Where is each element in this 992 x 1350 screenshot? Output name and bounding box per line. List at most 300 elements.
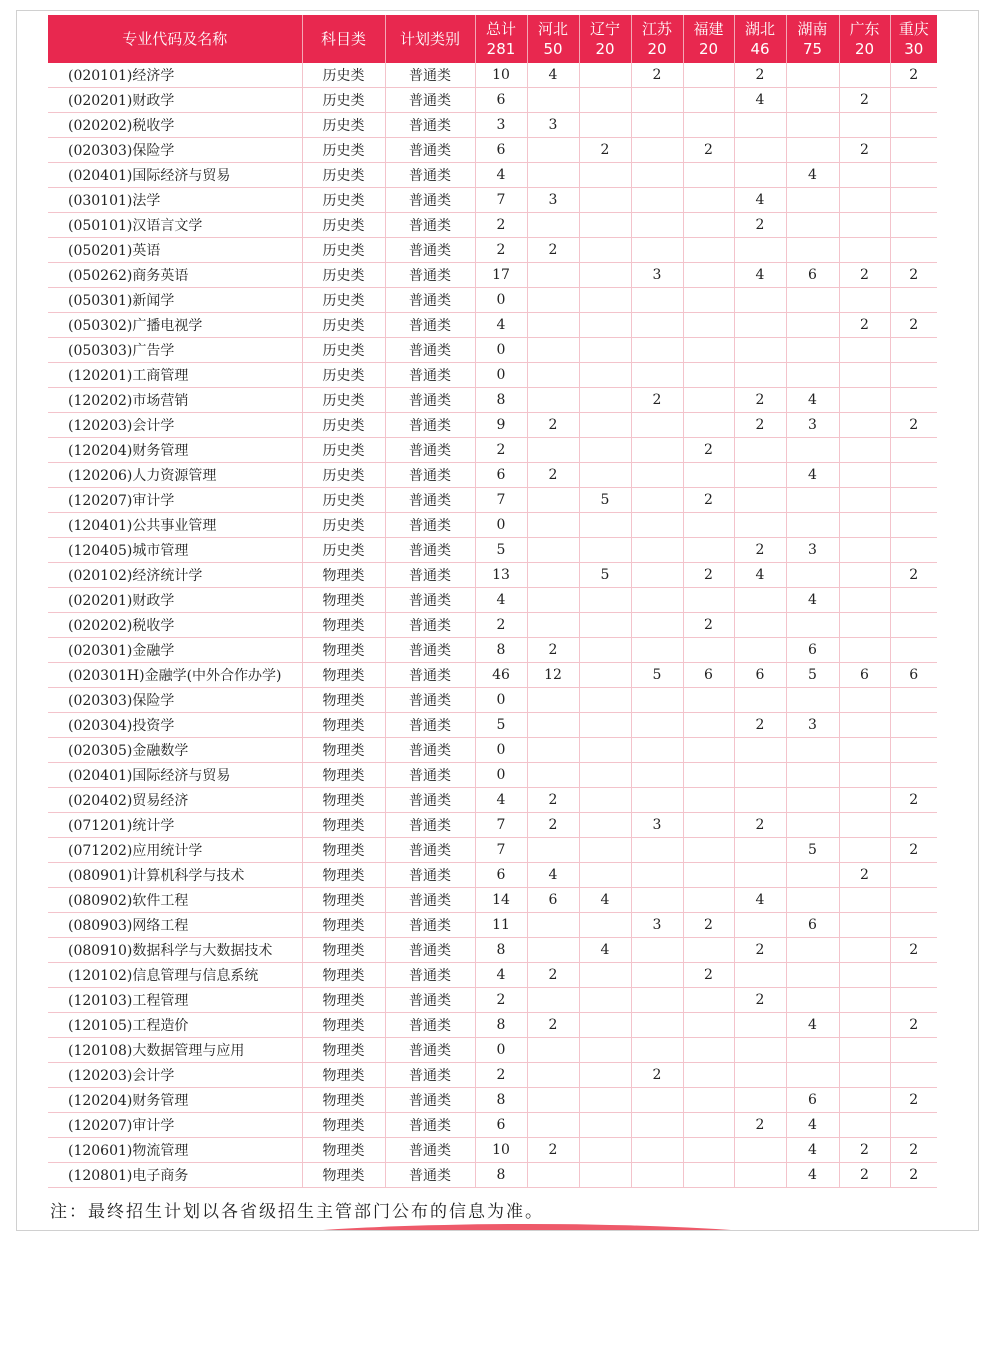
table-row — [48, 163, 937, 188]
table-row — [48, 363, 937, 388]
plan-type-cell: 普通类 — [385, 213, 475, 238]
province-count-cell: 4 — [527, 863, 579, 888]
province-count-cell: 4 — [579, 938, 631, 963]
subject-cell: 物理类 — [302, 788, 385, 813]
province-count-cell — [786, 613, 839, 638]
province-count-cell — [631, 88, 683, 113]
province-count-cell — [839, 613, 890, 638]
province-count-cell: 2 — [527, 238, 579, 263]
subject-cell: 物理类 — [302, 938, 385, 963]
total-cell: 2 — [475, 213, 527, 238]
plan-type-cell: 普通类 — [385, 938, 475, 963]
province-count-cell — [786, 863, 839, 888]
province-count-cell — [734, 1163, 786, 1188]
plan-type-cell: 普通类 — [385, 1063, 475, 1088]
province-count-cell — [839, 963, 890, 988]
header-province — [890, 15, 937, 63]
major-name-cell: (071201)统计学 — [48, 813, 302, 838]
province-count-cell — [579, 363, 631, 388]
plan-type-cell: 普通类 — [385, 413, 475, 438]
province-count: 20 — [647, 40, 667, 58]
province-count-cell — [890, 963, 937, 988]
plan-type-cell: 普通类 — [385, 438, 475, 463]
plan-type-cell: 普通类 — [385, 1138, 475, 1163]
province-count-cell — [631, 163, 683, 188]
subject-cell: 物理类 — [302, 888, 385, 913]
province-count-cell — [579, 413, 631, 438]
province-count-cell — [631, 338, 683, 363]
table-row — [48, 1138, 937, 1163]
province-count-cell — [786, 988, 839, 1013]
province-count-cell — [527, 88, 579, 113]
plan-type-cell: 普通类 — [385, 563, 475, 588]
province-count-cell — [579, 288, 631, 313]
province-count-cell — [527, 538, 579, 563]
province-count-cell — [734, 913, 786, 938]
total-cell: 8 — [475, 1088, 527, 1113]
major-name-cell: (020301)金融学 — [48, 638, 302, 663]
province-count-cell — [527, 763, 579, 788]
table-row — [48, 463, 937, 488]
major-name-cell: (120203)会计学 — [48, 413, 302, 438]
subject-cell: 历史类 — [302, 63, 385, 88]
province-count-cell: 6 — [786, 638, 839, 663]
province-count-cell — [527, 488, 579, 513]
province-count: 30 — [904, 40, 924, 58]
major-name-cell: (120102)信息管理与信息系统 — [48, 963, 302, 988]
province-count-cell — [683, 763, 734, 788]
province-count-cell — [683, 213, 734, 238]
province-count-cell — [631, 113, 683, 138]
plan-type-cell: 普通类 — [385, 288, 475, 313]
major-name-cell: (020201)财政学 — [48, 588, 302, 613]
major-name-cell: (050303)广告学 — [48, 338, 302, 363]
province-count-cell — [683, 838, 734, 863]
total-cell: 2 — [475, 613, 527, 638]
province-count-cell — [786, 338, 839, 363]
province-count-cell — [786, 813, 839, 838]
province-count-cell — [631, 1088, 683, 1113]
province-count-cell — [890, 213, 937, 238]
province-count-cell — [631, 563, 683, 588]
province-count-cell: 2 — [734, 413, 786, 438]
province-count-cell — [631, 1163, 683, 1188]
province-count-cell — [631, 863, 683, 888]
province-count-cell — [786, 238, 839, 263]
province-count-cell — [734, 238, 786, 263]
total-cell: 4 — [475, 963, 527, 988]
province-count-cell — [579, 88, 631, 113]
province-count-cell — [683, 938, 734, 963]
province-count-cell: 5 — [786, 838, 839, 863]
province-count-cell — [734, 163, 786, 188]
plan-type-cell: 普通类 — [385, 638, 475, 663]
major-name-cell: (120103)工程管理 — [48, 988, 302, 1013]
province-count-cell — [786, 488, 839, 513]
province-count-cell — [839, 988, 890, 1013]
major-name-cell: (120601)物流管理 — [48, 1138, 302, 1163]
table-row — [48, 63, 937, 88]
total-cell: 9 — [475, 413, 527, 438]
header-province — [631, 15, 683, 63]
subject-cell: 历史类 — [302, 213, 385, 238]
subject-cell: 历史类 — [302, 238, 385, 263]
subject-cell: 历史类 — [302, 338, 385, 363]
total-cell: 8 — [475, 638, 527, 663]
province-count-cell — [527, 388, 579, 413]
province-count-cell: 2 — [734, 388, 786, 413]
province-count-cell: 2 — [734, 938, 786, 963]
subject-cell: 物理类 — [302, 913, 385, 938]
province-count-cell — [579, 1088, 631, 1113]
subject-cell: 物理类 — [302, 813, 385, 838]
subject-cell: 历史类 — [302, 288, 385, 313]
province-count-cell — [527, 738, 579, 763]
subject-cell: 物理类 — [302, 1113, 385, 1138]
province-count-cell — [579, 263, 631, 288]
subject-cell: 物理类 — [302, 963, 385, 988]
province-count-cell — [683, 388, 734, 413]
province-count-cell — [839, 938, 890, 963]
province-count-cell: 4 — [786, 163, 839, 188]
table-row — [48, 413, 937, 438]
plan-type-cell: 普通类 — [385, 1088, 475, 1113]
header-total-label: 总计 — [485, 20, 516, 38]
table-row — [48, 538, 937, 563]
subject-cell: 物理类 — [302, 763, 385, 788]
province-count-cell — [527, 838, 579, 863]
province-count-cell — [683, 363, 734, 388]
province-count-cell — [890, 238, 937, 263]
province-count: 20 — [854, 40, 875, 58]
province-count-cell — [579, 1113, 631, 1138]
province-count-cell — [683, 1063, 734, 1088]
table-row — [48, 188, 937, 213]
province-count-cell: 2 — [890, 563, 937, 588]
plan-type-cell: 普通类 — [385, 988, 475, 1013]
table-row — [48, 1013, 937, 1038]
province-count-cell: 2 — [890, 1013, 937, 1038]
plan-type-cell: 普通类 — [385, 388, 475, 413]
total-cell: 2 — [475, 238, 527, 263]
province-count-cell — [786, 363, 839, 388]
province-count-cell — [579, 388, 631, 413]
major-name-cell: (020401)国际经济与贸易 — [48, 163, 302, 188]
major-name-cell: (020301H)金融学(中外合作办学) — [48, 663, 302, 688]
table-row — [48, 138, 937, 163]
plan-type-cell: 普通类 — [385, 513, 475, 538]
province-count-cell — [786, 63, 839, 88]
province-count-cell: 2 — [683, 138, 734, 163]
province-count-cell: 3 — [786, 538, 839, 563]
province-count-cell — [579, 738, 631, 763]
province-count-cell — [631, 638, 683, 663]
province-count-cell — [839, 1013, 890, 1038]
province-count-cell — [890, 438, 937, 463]
province-count-cell: 3 — [527, 113, 579, 138]
province-count-cell: 6 — [786, 263, 839, 288]
province-count-cell — [734, 1138, 786, 1163]
total-cell: 5 — [475, 713, 527, 738]
plan-type-cell: 普通类 — [385, 838, 475, 863]
province-count-cell — [631, 838, 683, 863]
province-count-cell: 2 — [839, 1138, 890, 1163]
province-count-cell: 4 — [786, 1013, 839, 1038]
province-count-cell: 6 — [734, 663, 786, 688]
province-count-cell: 2 — [890, 1138, 937, 1163]
province-count-cell: 2 — [683, 488, 734, 513]
province-count-cell: 6 — [839, 663, 890, 688]
table-row — [48, 488, 937, 513]
table-row — [48, 788, 937, 813]
province-count-cell — [683, 638, 734, 663]
plan-type-cell: 普通类 — [385, 338, 475, 363]
province-count-cell — [786, 88, 839, 113]
province-count-cell — [839, 1038, 890, 1063]
province-count-cell — [631, 613, 683, 638]
province-count-cell: 2 — [734, 1113, 786, 1138]
province-count-cell — [839, 388, 890, 413]
province-count-cell — [890, 688, 937, 713]
table-row — [48, 988, 937, 1013]
major-name-cell: (120201)工商管理 — [48, 363, 302, 388]
province-count-cell — [839, 588, 890, 613]
province-count-cell — [579, 863, 631, 888]
province-count-cell — [631, 313, 683, 338]
province-count-cell — [890, 863, 937, 888]
footer-note: 注：最终招生计划以各省级招生主管部门公布的信息为准。 — [50, 1202, 544, 1222]
province-count-cell — [527, 688, 579, 713]
total-cell: 10 — [475, 63, 527, 88]
province-count-cell — [631, 538, 683, 563]
province-count-cell — [786, 738, 839, 763]
province-count-cell — [579, 1013, 631, 1038]
province-count-cell — [683, 788, 734, 813]
province-count-cell: 2 — [890, 938, 937, 963]
province-count-cell — [579, 163, 631, 188]
province-count-cell — [734, 838, 786, 863]
province-count-cell: 4 — [786, 1163, 839, 1188]
province-count-cell — [527, 938, 579, 963]
total-cell: 8 — [475, 938, 527, 963]
province-count-cell — [786, 963, 839, 988]
province-count-cell — [579, 713, 631, 738]
header-province — [734, 15, 786, 63]
major-name-cell: (120204)财务管理 — [48, 438, 302, 463]
province-count-cell — [734, 963, 786, 988]
province-count-cell — [631, 713, 683, 738]
province-count-cell: 4 — [527, 63, 579, 88]
province-count-cell — [839, 63, 890, 88]
province-count-cell — [734, 463, 786, 488]
province-count-cell — [579, 113, 631, 138]
province-count-cell: 4 — [734, 88, 786, 113]
province-count-cell: 2 — [890, 1163, 937, 1188]
subject-cell: 物理类 — [302, 863, 385, 888]
province-count-cell: 2 — [734, 538, 786, 563]
province-count-cell — [527, 213, 579, 238]
subject-cell: 物理类 — [302, 688, 385, 713]
province-count-cell — [839, 713, 890, 738]
province-count-cell: 2 — [683, 913, 734, 938]
plan-type-cell: 普通类 — [385, 813, 475, 838]
province-count-cell: 2 — [631, 63, 683, 88]
province-count-cell — [579, 588, 631, 613]
province-count-cell: 6 — [527, 888, 579, 913]
table-row — [48, 1038, 937, 1063]
province-count-cell — [890, 513, 937, 538]
province-count-cell — [786, 938, 839, 963]
province-count-cell — [786, 213, 839, 238]
total-cell: 8 — [475, 1163, 527, 1188]
province-count-cell: 2 — [839, 138, 890, 163]
province-count-cell — [683, 863, 734, 888]
province-count-cell: 2 — [839, 88, 890, 113]
province-count-cell — [631, 438, 683, 463]
table-row — [48, 863, 937, 888]
province-count-cell — [734, 1013, 786, 1038]
table-row — [48, 113, 937, 138]
province-count-cell — [579, 688, 631, 713]
province-count-cell — [579, 1063, 631, 1088]
province-count-cell — [734, 638, 786, 663]
province-name: 江苏 — [641, 20, 672, 38]
total-cell: 4 — [475, 163, 527, 188]
province-count-cell — [631, 513, 683, 538]
province-count-cell — [734, 313, 786, 338]
province-count-cell: 6 — [890, 663, 937, 688]
plan-type-cell: 普通类 — [385, 963, 475, 988]
province-count-cell: 2 — [890, 413, 937, 438]
province-count-cell — [683, 713, 734, 738]
subject-cell: 历史类 — [302, 163, 385, 188]
total-cell: 0 — [475, 288, 527, 313]
province-count-cell — [579, 438, 631, 463]
province-count-cell — [839, 413, 890, 438]
total-cell: 0 — [475, 363, 527, 388]
subject-cell: 物理类 — [302, 613, 385, 638]
province-count-cell: 4 — [786, 1138, 839, 1163]
table-row — [48, 913, 937, 938]
province-count-cell — [579, 63, 631, 88]
subject-cell: 物理类 — [302, 1063, 385, 1088]
subject-cell: 历史类 — [302, 413, 385, 438]
province-count-cell — [734, 338, 786, 363]
major-name-cell: (020304)投资学 — [48, 713, 302, 738]
province-count-cell — [734, 688, 786, 713]
province-count-cell: 3 — [631, 913, 683, 938]
major-name-cell: (120204)财务管理 — [48, 1088, 302, 1113]
province-count-cell — [631, 488, 683, 513]
major-name-cell: (120202)市场营销 — [48, 388, 302, 413]
province-count-cell: 2 — [839, 1163, 890, 1188]
province-count-cell — [579, 663, 631, 688]
major-name-cell: (120203)会计学 — [48, 1063, 302, 1088]
plan-type-cell: 普通类 — [385, 238, 475, 263]
province-count-cell: 2 — [527, 813, 579, 838]
province-count-cell: 4 — [734, 188, 786, 213]
province-count-cell — [683, 738, 734, 763]
plan-type-cell: 普通类 — [385, 163, 475, 188]
province-count-cell — [631, 788, 683, 813]
enrollment-plan-table — [48, 15, 937, 1188]
province-count-cell: 2 — [527, 638, 579, 663]
province-count-cell — [527, 988, 579, 1013]
subject-cell: 历史类 — [302, 488, 385, 513]
province-count-cell — [890, 738, 937, 763]
plan-type-cell: 普通类 — [385, 263, 475, 288]
plan-type-cell: 普通类 — [385, 488, 475, 513]
province-count-cell — [786, 113, 839, 138]
province-count-cell: 4 — [734, 563, 786, 588]
plan-type-cell: 普通类 — [385, 788, 475, 813]
province-count-cell — [683, 63, 734, 88]
province-count-cell: 4 — [786, 463, 839, 488]
province-count-cell — [890, 813, 937, 838]
province-count-cell — [786, 288, 839, 313]
province-count-cell — [527, 588, 579, 613]
major-name-cell: (120801)电子商务 — [48, 1163, 302, 1188]
table-row — [48, 1163, 937, 1188]
province-count-cell — [683, 163, 734, 188]
province-count-cell — [786, 138, 839, 163]
plan-type-cell: 普通类 — [385, 1038, 475, 1063]
major-name-cell: (020303)保险学 — [48, 688, 302, 713]
major-name-cell: (071202)应用统计学 — [48, 838, 302, 863]
header-total-value: 281 — [486, 40, 516, 58]
province-count-cell — [683, 1163, 734, 1188]
province-count-cell — [786, 563, 839, 588]
major-name-cell: (080902)软件工程 — [48, 888, 302, 913]
province-count-cell — [786, 1038, 839, 1063]
province-count-cell — [631, 238, 683, 263]
province-count-cell: 2 — [890, 788, 937, 813]
total-cell: 13 — [475, 563, 527, 588]
major-name-cell: (050101)汉语言文学 — [48, 213, 302, 238]
province-count-cell — [579, 988, 631, 1013]
total-cell: 8 — [475, 388, 527, 413]
major-name-cell: (120401)公共事业管理 — [48, 513, 302, 538]
province-count-cell — [631, 738, 683, 763]
total-cell: 7 — [475, 488, 527, 513]
province-count-cell — [734, 363, 786, 388]
province-name: 重庆 — [898, 20, 929, 38]
plan-type-cell: 普通类 — [385, 738, 475, 763]
province-count-cell: 5 — [579, 563, 631, 588]
header-subject: 科目类 — [302, 15, 385, 63]
total-cell: 2 — [475, 988, 527, 1013]
province-count-cell: 2 — [683, 613, 734, 638]
subject-cell: 历史类 — [302, 88, 385, 113]
major-name-cell: (020402)贸易经济 — [48, 788, 302, 813]
subject-cell: 历史类 — [302, 313, 385, 338]
major-name-cell: (120207)审计学 — [48, 1113, 302, 1138]
major-name-cell: (120108)大数据管理与应用 — [48, 1038, 302, 1063]
plan-type-cell: 普通类 — [385, 1113, 475, 1138]
table-body — [48, 63, 937, 1188]
province-count-cell — [527, 1163, 579, 1188]
province-count-cell — [631, 588, 683, 613]
plan-type-cell: 普通类 — [385, 113, 475, 138]
major-name-cell: (030101)法学 — [48, 188, 302, 213]
major-name-cell: (020101)经济学 — [48, 63, 302, 88]
province-count-cell: 6 — [683, 663, 734, 688]
subject-cell: 物理类 — [302, 638, 385, 663]
province-count-cell — [839, 488, 890, 513]
total-cell: 14 — [475, 888, 527, 913]
major-name-cell: (050301)新闻学 — [48, 288, 302, 313]
province-count-cell — [527, 313, 579, 338]
